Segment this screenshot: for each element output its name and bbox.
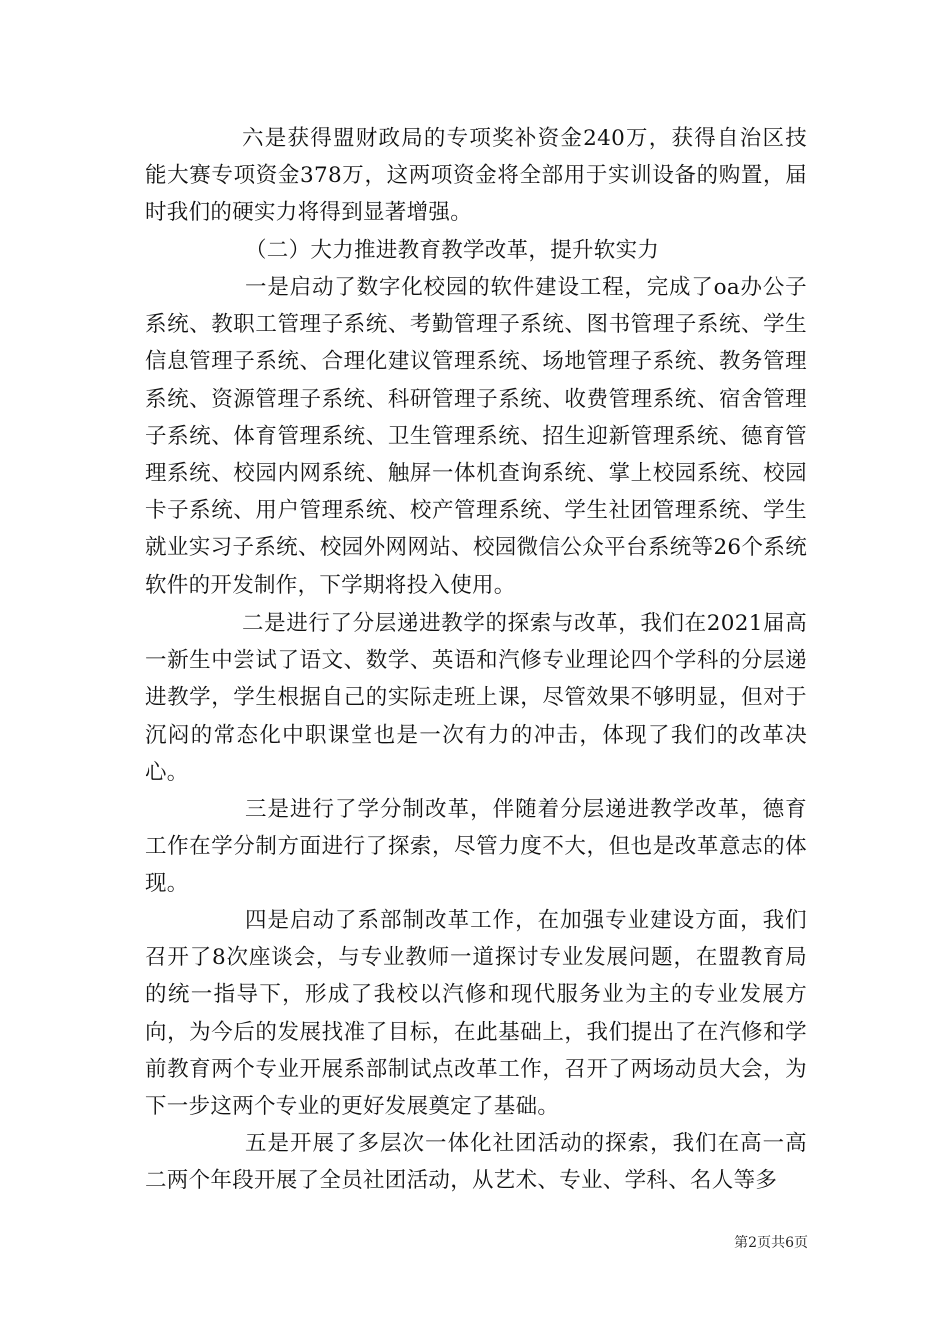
paragraph-digital-campus: 一是启动了数字化校园的软件建设工程，完成了oa办公子系统、教职工管理子系统、考勤管理子系统、图书管理子系统、学生信息管理子系统、合理化建议管理系统、场地管理子系统、教务管理系统、资源管理子系统、科研管理子系统、收费管理系统、宿舍管理子系统、体育管理系统、卫生管理系统、招生迎新管理系统、德育管理系统、校园内网系统、触屏一体机查询系统、掌上校园系统、校园卡子系统、用户管理系统、校产管理系统、学生社团管理系统、学生就业实习子系统、校园外网网站、校园微信公众平台系统等26个系统软件的开发制作，下学期将投入使用。: [145, 275, 807, 598]
paragraph-credit-system: 三是进行了学分制改革，伴随着分层递进教学改革，德育工作在学分制方面进行了探索，尽管力度不大，但也是改革意志的体现。: [145, 797, 807, 897]
paragraph-department-reform: 四是启动了系部制改革工作，在加强专业建设方面，我们召开了8次座谈会，与专业教师一道探讨专业发展问题，在盟教育局的统一指导下，形成了我校以汽修和现代服务业为主的专业发展方向，为今后的发展找准了目标，在此基础上，我们提出了在汽修和学前教育两个专业开展系部制试点改革工作，召开了两场动员大会，为下一步这两个专业的更好发展奠定了基础。: [145, 908, 807, 1120]
paragraph-special-funds: 六是获得盟财政局的专项奖补资金240万，获得自治区技能大赛专项资金378万，这两项资金将全部用于实训设备的购置，届时我们的硬实力将得到显著增强。: [145, 126, 807, 226]
section-heading-reform: （二）大力推进教育教学改革，提升软实力: [245, 238, 660, 263]
paragraph-tiered-teaching: 二是进行了分层递进教学的探索与改革，我们在2021届高一新生中尝试了语文、数学、英语和汽修专业理论四个学科的分层递进教学，学生根据自己的实际走班上课，尽管效果不够明显，但对于沉闷的常态化中职课堂也是一次有力的冲击，体现了我们的改革决心。: [145, 611, 807, 785]
paragraph-club-activities: 五是开展了多层次一体化社团活动的探索，我们在高一高二两个年段开展了全员社团活动，从艺术、专业、学科、名人等多: [145, 1131, 807, 1194]
page-number-footer: 第2页共6页: [734, 1235, 808, 1251]
